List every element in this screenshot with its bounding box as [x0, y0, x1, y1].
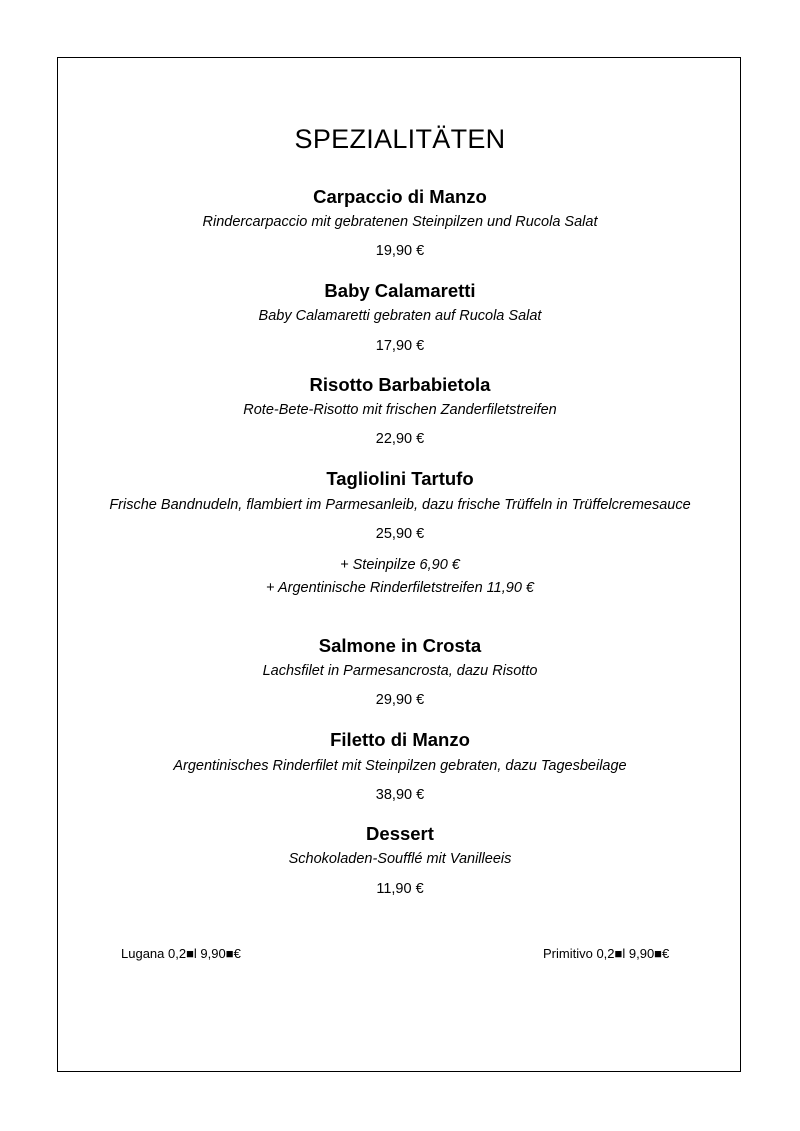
dish-name-dessert: Dessert	[366, 823, 434, 844]
extra-rinderfiletstreifen: + Argentinische Rinderfiletstreifen 11,90 €	[265, 580, 534, 596]
dish-description-dessert: Schokoladen-Soufflé mit Vanilleeis	[288, 851, 512, 867]
dish-price-dessert: 11,90 €	[376, 881, 424, 897]
dish-description-risotto: Rote-Bete-Risotto mit frischen Zanderfiletstreifen	[243, 402, 557, 418]
dish-name-tagliolini: Tagliolini Tartufo	[326, 468, 474, 489]
dish-name-calamaretti: Baby Calamaretti	[324, 280, 476, 301]
page-title: SPEZIALITÄTEN	[294, 124, 506, 154]
dish-price-salmone: 29,90 €	[375, 692, 425, 708]
dish-price-carpaccio: 19,90 €	[375, 243, 425, 259]
wine-lugana: Lugana 0,2■l 9,90■€	[121, 946, 241, 961]
dish-name-salmone: Salmone in Crosta	[318, 635, 482, 656]
dish-description-salmone: Lachsfilet in Parmesancrosta, dazu Risotto	[262, 663, 538, 679]
dish-price-tagliolini: 25,90 €	[375, 526, 425, 542]
dish-name-filetto: Filetto di Manzo	[330, 729, 470, 750]
dish-description-filetto: Argentinisches Rinderfilet mit Steinpilzen gebraten, dazu Tagesbeilage	[173, 758, 627, 774]
dish-name-carpaccio: Carpaccio di Manzo	[313, 186, 487, 207]
dish-description-carpaccio: Rindercarpaccio mit gebratenen Steinpilzen und Rucola Salat	[202, 214, 598, 230]
dish-price-filetto: 38,90 €	[375, 787, 425, 803]
wine-primitivo: Primitivo 0,2■l 9,90■€	[543, 946, 670, 961]
dish-name-risotto: Risotto Barbabietola	[309, 374, 491, 395]
dish-price-risotto: 22,90 €	[375, 431, 425, 447]
dish-price-calamaretti: 17,90 €	[375, 338, 425, 354]
extra-steinpilze: + Steinpilze 6,90 €	[340, 557, 460, 573]
dish-description-calamaretti: Baby Calamaretti gebraten auf Rucola Salat	[258, 308, 542, 324]
dish-description-tagliolini: Frische Bandnudeln, flambiert im Parmesanleib, dazu frische Trüffeln in Trüffelcremesauce	[109, 497, 691, 513]
